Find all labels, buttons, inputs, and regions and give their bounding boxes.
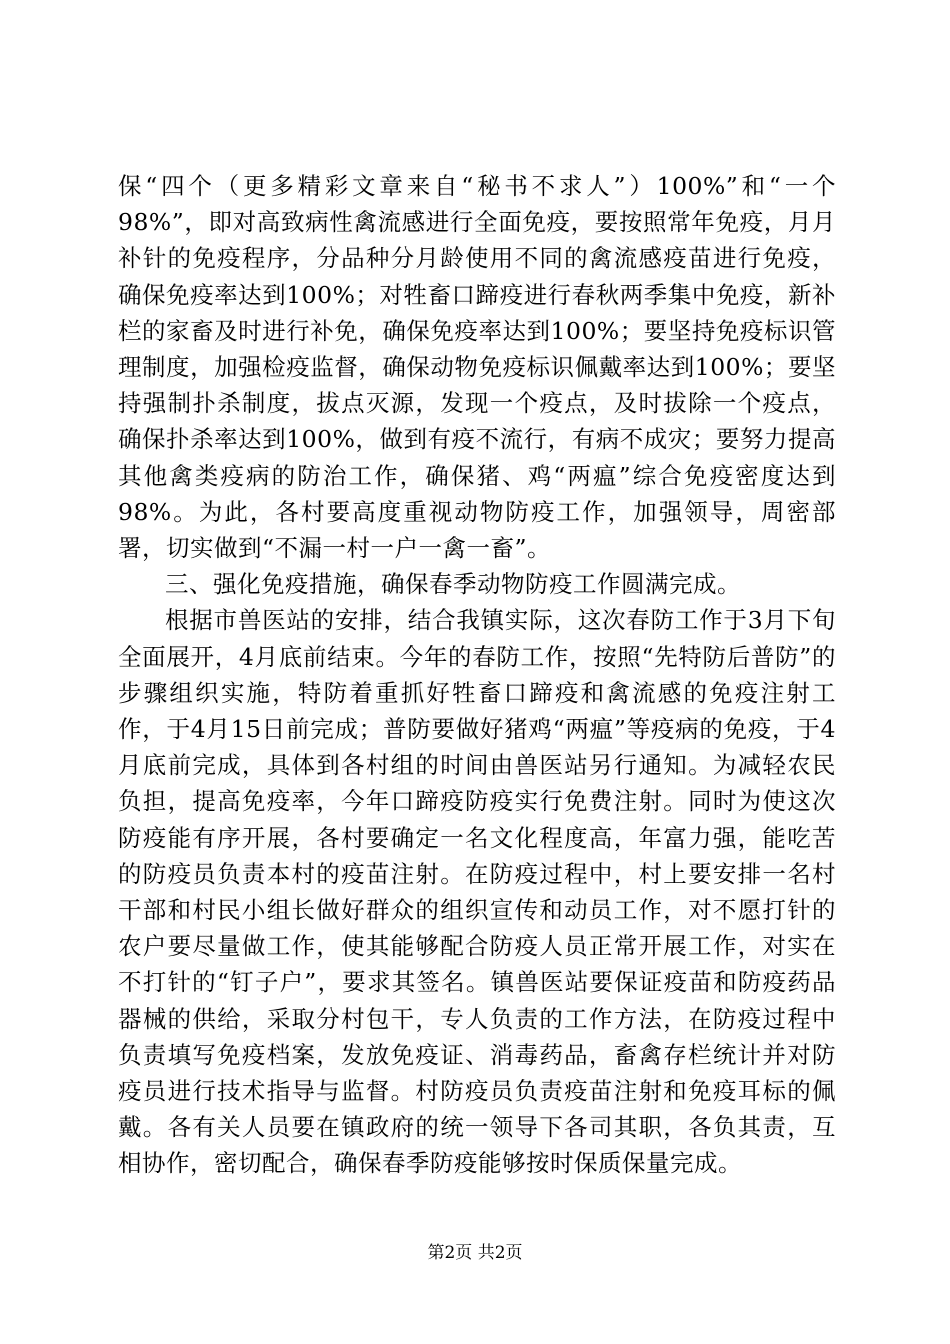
paragraph-measures: 根据市兽医站的安排，结合我镇实际，这次春防工作于3月下旬全面展开，4月底前结束。今年的春防工作，按照“先特防后普防”的步骤组织实施，特防着重抓好牲畜口蹄疫和禽流感的免疫注射工作，于4月15日前完成；普防要做好猪鸡“两瘟”等疫病的免疫，于4月底前完成，具体到各村组的时间由兽医站另行通知。为减轻农民负担，提高免疫率，今年口蹄疫防疫实行免费注射。同时为使这次防疫能有序开展，各村要确定一名文化程度高，年富力强，能吃苦的防疫员负责本村的疫苗注射。在防疫过程中，村上要安排一名村干部和村民小组长做好群众的组织宣传和动员工作，对不愿打针的农户要尽量做工作，使其能够配合防疫人员正常开展工作，对实在不打针的“钉子户”，要求其签名。镇兽医站要保证疫苗和防疫药品器械的供给，采取分村包干，专人负责的工作方法，在防疫过程中负责填写免疫档案，发放免疫证、消毒药品，畜禽存栏统计并对防疫员进行技术指导与监督。村防疫员负责疫苗注射和免疫耳标的佩戴。各有关人员要在镇政府的统一领导下各司其职，各负其责，互相协作，密切配合，确保春季防疫能够按时保质保量完成。 (118, 606, 836, 1178)
section-heading: 三、强化免疫措施，确保春季动物防疫工作圆满完成。 (165, 570, 741, 599)
page-footer: 第2页 共2页 (427, 1243, 523, 1263)
paragraph-continuation: 保“四个（更多精彩文章来自“秘书不求人”）100%”和“一个98%”，即对高致病性禽流感进行全面免疫，要按照常年免疫，月月补针的免疫程序，分品种分月龄使用不同的禽流感疫苗进行免疫，确保免疫率达到100%；对牲畜口蹄疫进行春秋两季集中免疫，新补栏的家畜及时进行补免，确保免疫率达到100%；要坚持免疫标识管理制度，加强检疫监督，确保动物免疫标识佩戴率达到100%；要坚持强制扑杀制度，拔点灭源，发现一个疫点，及时拔除一个疫点，确保扑杀率达到100%，做到有疫不流行，有病不成灾；要努力提高其他禽类疫病的防治工作，确保猪、鸡“两瘟”综合免疫密度达到98%。为此，各村要高度重视动物防疫工作，加强领导，周密部署，切实做到“不漏一村一户一禽一畜”。 (118, 172, 836, 563)
document-body (118, 168, 836, 1182)
